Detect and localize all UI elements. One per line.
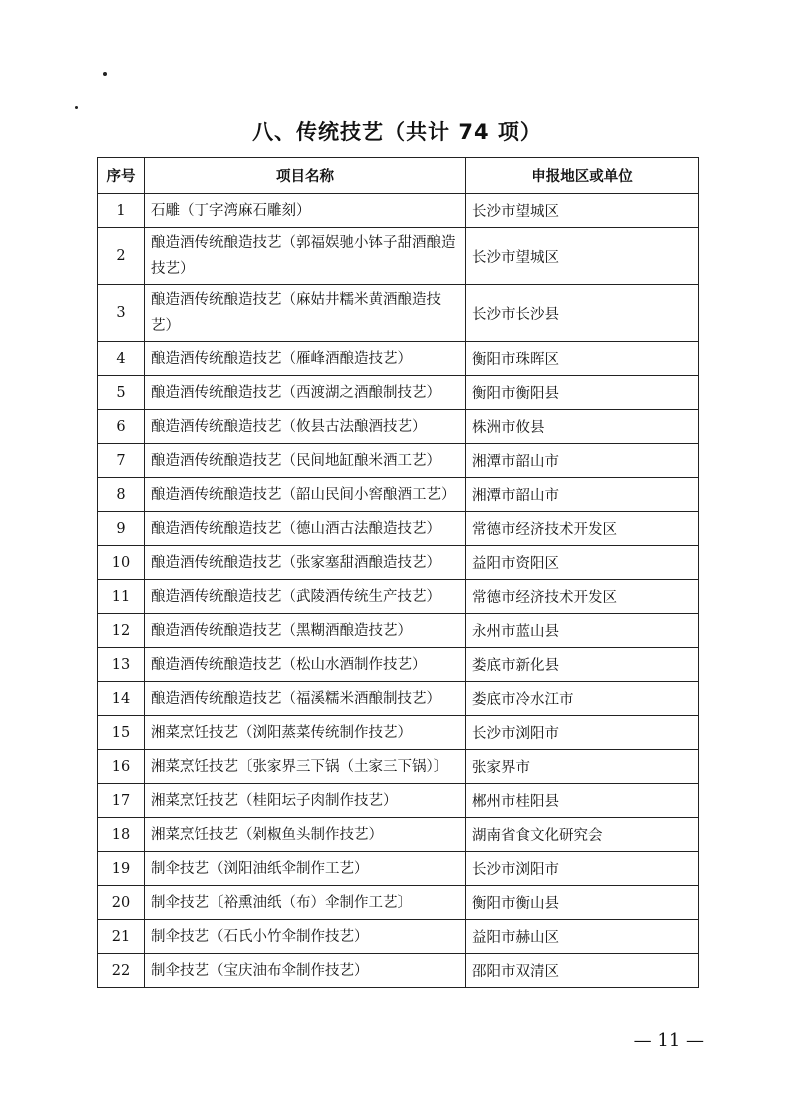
row-region: 湖南省食文化研究会 [466,818,699,852]
row-project-name: 酿造酒传统酿造技艺（松山水酒制作技艺） [145,648,466,682]
row-project-name: 酿造酒传统酿造技艺（武陵酒传统生产技艺） [145,580,466,614]
table-row [98,342,699,376]
row-project-name: 制伞技艺（浏阳油纸伞制作工艺） [145,852,466,886]
header-serial: 序号 [98,158,145,194]
row-project-name: 石雕（丁字湾麻石雕刻） [145,194,466,228]
table-row [98,920,699,954]
row-region: 株洲市攸县 [466,410,699,444]
table-row [98,818,699,852]
row-serial: 11 [98,580,145,614]
row-region: 益阳市资阳区 [466,546,699,580]
row-project-name: 湘菜烹饪技艺（浏阳蒸菜传统制作技艺） [145,716,466,750]
row-region: 湘潭市韶山市 [466,444,699,478]
header-region: 申报地区或单位 [466,158,699,194]
row-project-name: 酿造酒传统酿造技艺（民间地缸酿米酒工艺） [145,444,466,478]
row-region: 张家界市 [466,750,699,784]
table-row [98,750,699,784]
row-project-name: 酿造酒传统酿造技艺（攸县古法酿酒技艺） [145,410,466,444]
scan-mark-dot [103,72,107,76]
row-region: 娄底市新化县 [466,648,699,682]
table-row [98,228,699,285]
table-row [98,682,699,716]
row-region: 长沙市浏阳市 [466,852,699,886]
row-project-name: 制伞技艺〔裕熏油纸（布）伞制作工艺〕 [145,886,466,920]
row-serial: 15 [98,716,145,750]
table-row [98,886,699,920]
table-header-row [98,158,699,194]
row-project-name: 酿造酒传统酿造技艺（雁峰酒酿造技艺） [145,342,466,376]
row-region: 郴州市桂阳县 [466,784,699,818]
table-row [98,954,699,988]
row-region: 长沙市长沙县 [466,285,699,342]
row-project-name: 制伞技艺（石氏小竹伞制作技艺） [145,920,466,954]
row-project-name: 酿造酒传统酿造技艺（麻姑井糯米黄酒酿造技艺） [145,285,466,342]
row-serial: 21 [98,920,145,954]
row-region: 常德市经济技术开发区 [466,512,699,546]
table-row [98,580,699,614]
row-serial: 6 [98,410,145,444]
row-serial: 14 [98,682,145,716]
row-serial: 16 [98,750,145,784]
row-serial: 1 [98,194,145,228]
row-project-name: 湘菜烹饪技艺〔张家界三下锅（土家三下锅）〕 [145,750,466,784]
row-project-name: 酿造酒传统酿造技艺（张家塞甜酒酿造技艺） [145,546,466,580]
table-row [98,376,699,410]
table-row [98,478,699,512]
table-row [98,546,699,580]
row-project-name: 湘菜烹饪技艺（剁椒鱼头制作技艺） [145,818,466,852]
table-row [98,716,699,750]
row-region: 长沙市望城区 [466,194,699,228]
row-project-name: 酿造酒传统酿造技艺（西渡湖之酒酿制技艺） [145,376,466,410]
row-serial: 22 [98,954,145,988]
section-title: 八、传统技艺（共计 74 项） [252,120,542,144]
row-serial: 9 [98,512,145,546]
row-region: 衡阳市珠晖区 [466,342,699,376]
row-serial: 5 [98,376,145,410]
row-region: 永州市蓝山县 [466,614,699,648]
row-serial: 4 [98,342,145,376]
row-project-name: 酿造酒传统酿造技艺（郭福娱驰小钵子甜酒酿造技艺） [145,228,466,285]
row-serial: 10 [98,546,145,580]
table-row [98,444,699,478]
row-serial: 17 [98,784,145,818]
table-row [98,194,699,228]
row-serial: 19 [98,852,145,886]
row-serial: 13 [98,648,145,682]
row-region: 邵阳市双清区 [466,954,699,988]
row-project-name: 酿造酒传统酿造技艺（黑糊酒酿造技艺） [145,614,466,648]
row-region: 益阳市赫山区 [466,920,699,954]
row-region: 衡阳市衡阳县 [466,376,699,410]
table-row [98,410,699,444]
row-project-name: 酿造酒传统酿造技艺（德山酒古法酿造技艺） [145,512,466,546]
row-region: 常德市经济技术开发区 [466,580,699,614]
table-row [98,512,699,546]
header-project-name: 项目名称 [145,158,466,194]
row-project-name: 制伞技艺（宝庆油布伞制作技艺） [145,954,466,988]
row-serial: 8 [98,478,145,512]
row-serial: 2 [98,228,145,285]
row-serial: 18 [98,818,145,852]
row-serial: 3 [98,285,145,342]
row-region: 衡阳市衡山县 [466,886,699,920]
row-serial: 12 [98,614,145,648]
row-region: 长沙市望城区 [466,228,699,285]
row-region: 长沙市浏阳市 [466,716,699,750]
table-row [98,852,699,886]
table-row [98,648,699,682]
row-region: 湘潭市韶山市 [466,478,699,512]
scan-mark-dot [75,106,78,109]
row-serial: 20 [98,886,145,920]
row-project-name: 湘菜烹饪技艺（桂阳坛子肉制作技艺） [145,784,466,818]
table-row [98,784,699,818]
table-row [98,285,699,342]
row-region: 娄底市冷水江市 [466,682,699,716]
table-row [98,614,699,648]
row-project-name: 酿造酒传统酿造技艺（福溪糯米酒酿制技艺） [145,682,466,716]
heritage-table [97,157,699,988]
row-serial: 7 [98,444,145,478]
page-number: — 11 — [633,1030,704,1051]
row-project-name: 酿造酒传统酿造技艺（韶山民间小窖酿酒工艺） [145,478,466,512]
